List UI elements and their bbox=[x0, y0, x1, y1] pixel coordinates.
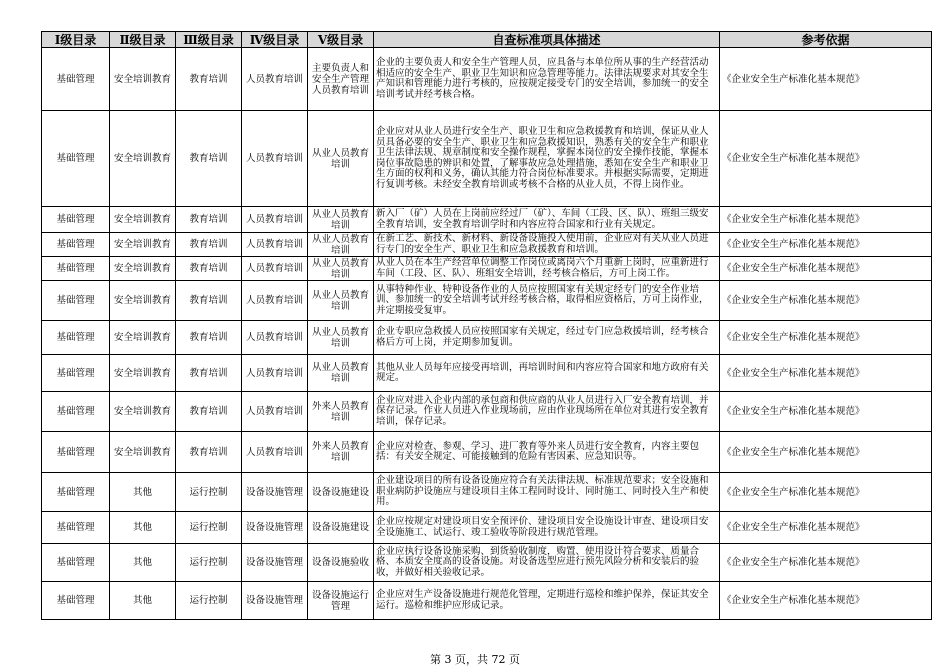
table-row bbox=[42, 355, 932, 392]
cell-level3: 教育培训 bbox=[176, 392, 242, 432]
cell-level2: 安全培训教育 bbox=[110, 111, 176, 207]
cell-description: 企业应按规定对建设项目安全预评价、建设项目安全设施设计审查、建设项目安全设施施工、试运行、竣工验收等阶段进行规范管理。 bbox=[374, 512, 720, 544]
cell-level3: 教育培训 bbox=[176, 207, 242, 233]
cell-level4: 人员教育培训 bbox=[242, 48, 308, 111]
cell-level1: 基础管理 bbox=[42, 48, 110, 111]
cell-description: 从业人员在本生产经营单位调整工作岗位或离岗六个月重新上岗时，应重新进行车间（工段、区、队）、班组安全培训，经考核合格后，方可上岗工作。 bbox=[374, 257, 720, 281]
cell-reference: 《企业安全生产标准化基本规范》 bbox=[720, 432, 932, 473]
cell-description: 企业应对检查、参观、学习、进厂教育等外来人员进行安全教育，内容主要包括：有关安全规定、可能接触到的危险有害因素、应急知识等。 bbox=[374, 432, 720, 473]
cell-reference: 《企业安全生产标准化基本规范》 bbox=[720, 582, 932, 620]
cell-reference: 《企业安全生产标准化基本规范》 bbox=[720, 355, 932, 392]
cell-level5: 从业人员教育培训 bbox=[308, 111, 374, 207]
cell-reference: 《企业安全生产标准化基本规范》 bbox=[720, 111, 932, 207]
table-row bbox=[42, 392, 932, 432]
cell-level3: 运行控制 bbox=[176, 582, 242, 620]
cell-level1: 基础管理 bbox=[42, 281, 110, 321]
header-description: 自查标准项具体描述 bbox=[374, 32, 720, 48]
cell-level4: 人员教育培训 bbox=[242, 281, 308, 321]
cell-level1: 基础管理 bbox=[42, 207, 110, 233]
cell-level4: 人员教育培训 bbox=[242, 432, 308, 473]
table-row bbox=[42, 111, 932, 207]
table-row bbox=[42, 473, 932, 512]
cell-level5: 设备设施运行管理 bbox=[308, 582, 374, 620]
cell-level3: 教育培训 bbox=[176, 281, 242, 321]
table-row bbox=[42, 512, 932, 544]
cell-level3: 教育培训 bbox=[176, 321, 242, 355]
cell-level3: 教育培训 bbox=[176, 257, 242, 281]
cell-level2: 安全培训教育 bbox=[110, 355, 176, 392]
table-row bbox=[42, 48, 932, 111]
cell-level5: 设备设施验收 bbox=[308, 544, 374, 582]
cell-level1: 基础管理 bbox=[42, 432, 110, 473]
cell-level4: 人员教育培训 bbox=[242, 233, 308, 257]
header-level2: Ⅱ级目录 bbox=[110, 32, 176, 48]
cell-level1: 基础管理 bbox=[42, 392, 110, 432]
cell-reference: 《企业安全生产标准化基本规范》 bbox=[720, 257, 932, 281]
table-row bbox=[42, 432, 932, 473]
header-reference: 参考依据 bbox=[720, 32, 932, 48]
cell-level4: 人员教育培训 bbox=[242, 355, 308, 392]
header-level5: Ⅴ级目录 bbox=[308, 32, 374, 48]
cell-level1: 基础管理 bbox=[42, 582, 110, 620]
cell-description: 企业应对从业人员进行安全生产、职业卫生和应急救援教育和培训，保证从业人员具备必要的安全生产、职业卫生和应急救援知识，熟悉有关的安全生产和职业卫生法律法规、规章制度和安全操作规程，掌握本岗位的安全操作技能，掌握本岗位事故隐患的辨识和处置，了解事故应急处理措施，悉知在安全生产和职业卫生方面的权利和义务，确认其能力符合岗位标准要求。并根据实际需要，定期进行复训考核。未经安全教育培训或考核不合格的从业人员，不得上岗作业。 bbox=[374, 111, 720, 207]
cell-description: 新入厂（矿）人员在上岗前应经过厂（矿）、车间（工段、区、队）、班组三级安全教育培训，安全教育培训学时和内容应符合国家和行业有关规定。 bbox=[374, 207, 720, 233]
cell-level4: 人员教育培训 bbox=[242, 111, 308, 207]
cell-description: 其他从业人员每年应接受再培训，再培训时间和内容应符合国家和地方政府有关规定。 bbox=[374, 355, 720, 392]
page-number: 第 3 页，共 72 页 bbox=[430, 653, 520, 666]
cell-level4: 人员教育培训 bbox=[242, 321, 308, 355]
cell-reference: 《企业安全生产标准化基本规范》 bbox=[720, 48, 932, 111]
cell-description: 企业专职应急救援人员应按照国家有关规定，经过专门应急救援培训，经考核合格后方可上岗，并定期参加复训。 bbox=[374, 321, 720, 355]
cell-level3: 教育培训 bbox=[176, 111, 242, 207]
cell-reference: 《企业安全生产标准化基本规范》 bbox=[720, 281, 932, 321]
cell-level4: 设备设施管理 bbox=[242, 544, 308, 582]
table-row bbox=[42, 544, 932, 582]
cell-level2: 其他 bbox=[110, 473, 176, 512]
table-row bbox=[42, 582, 932, 620]
cell-level5: 设备设施建设 bbox=[308, 512, 374, 544]
cell-level4: 人员教育培训 bbox=[242, 207, 308, 233]
cell-level1: 基础管理 bbox=[42, 512, 110, 544]
cell-level3: 教育培训 bbox=[176, 355, 242, 392]
cell-description: 企业应执行设备设施采购、到货验收制度，购置、使用设计符合要求、质量合格、本质安全度高的设备设施。对设备选型应进行预先风险分析和安装后的验收，并做好相关验收记录。 bbox=[374, 544, 720, 582]
header-row bbox=[42, 32, 932, 48]
cell-description: 在新工艺、新技术、新材料、新设备设施投入使用前，企业应对有关从业人员进行专门的安全生产、职业卫生和应急救援教育和培训。 bbox=[374, 233, 720, 257]
cell-level5: 主要负责人和安全生产管理人员教育培训 bbox=[308, 48, 374, 111]
cell-level1: 基础管理 bbox=[42, 111, 110, 207]
table-row bbox=[42, 233, 932, 257]
header-level3: Ⅲ级目录 bbox=[176, 32, 242, 48]
cell-level4: 设备设施管理 bbox=[242, 512, 308, 544]
cell-description: 从事特种作业、特种设备作业的人员应按照国家有关规定经专门的安全作业培训、参加统一的安全培训考试并经考核合格，取得相应资格后，方可上岗作业，并定期接受复审。 bbox=[374, 281, 720, 321]
cell-level3: 教育培训 bbox=[176, 432, 242, 473]
cell-level2: 安全培训教育 bbox=[110, 392, 176, 432]
cell-level2: 安全培训教育 bbox=[110, 233, 176, 257]
table-row bbox=[42, 257, 932, 281]
cell-reference: 《企业安全生产标准化基本规范》 bbox=[720, 473, 932, 512]
cell-level1: 基础管理 bbox=[42, 473, 110, 512]
cell-level2: 安全培训教育 bbox=[110, 257, 176, 281]
cell-level4: 设备设施管理 bbox=[242, 582, 308, 620]
cell-reference: 《企业安全生产标准化基本规范》 bbox=[720, 544, 932, 582]
cell-level4: 人员教育培训 bbox=[242, 257, 308, 281]
cell-level4: 人员教育培训 bbox=[242, 392, 308, 432]
cell-level2: 其他 bbox=[110, 582, 176, 620]
cell-level2: 安全培训教育 bbox=[110, 281, 176, 321]
cell-level2: 安全培训教育 bbox=[110, 207, 176, 233]
cell-level5: 从业人员教育培训 bbox=[308, 321, 374, 355]
cell-level5: 从业人员教育培训 bbox=[308, 257, 374, 281]
cell-level3: 运行控制 bbox=[176, 512, 242, 544]
cell-level1: 基础管理 bbox=[42, 257, 110, 281]
cell-level2: 其他 bbox=[110, 544, 176, 582]
table-row bbox=[42, 207, 932, 233]
cell-level5: 外来人员教育培训 bbox=[308, 392, 374, 432]
cell-level3: 教育培训 bbox=[176, 48, 242, 111]
cell-level3: 教育培训 bbox=[176, 233, 242, 257]
cell-description: 企业的主要负责人和安全生产管理人员，应具备与本单位所从事的生产经营活动相适应的安全生产、职业卫生知识和应急管理等能力。法律法规要求对其安全生产知识和管理能力进行考核的，应按规定接受专门的安全培训，参加统一的安全培训考试并经考核合格。 bbox=[374, 48, 720, 111]
cell-level4: 设备设施管理 bbox=[242, 473, 308, 512]
cell-level1: 基础管理 bbox=[42, 355, 110, 392]
cell-level2: 其他 bbox=[110, 512, 176, 544]
cell-level1: 基础管理 bbox=[42, 321, 110, 355]
cell-description: 企业建设项目的所有设备设施应符合有关法律法规、标准规范要求；安全设施和职业病防护设施应与建设项目主体工程同时设计、同时施工、同时投入生产和使用。 bbox=[374, 473, 720, 512]
cell-description: 企业应对进入企业内部的承包商和供应商的从业人员进行入厂安全教育培训，并保存记录。作业人员进入作业现场前，应由作业现场所在单位对其进行安全教育培训，保存记录。 bbox=[374, 392, 720, 432]
cell-level5: 外来人员教育培训 bbox=[308, 432, 374, 473]
cell-level5: 从业人员教育培训 bbox=[308, 355, 374, 392]
table-row bbox=[42, 321, 932, 355]
cell-level5: 从业人员教育培训 bbox=[308, 281, 374, 321]
cell-level2: 安全培训教育 bbox=[110, 48, 176, 111]
cell-level1: 基础管理 bbox=[42, 544, 110, 582]
cell-reference: 《企业安全生产标准化基本规范》 bbox=[720, 233, 932, 257]
cell-reference: 《企业安全生产标准化基本规范》 bbox=[720, 392, 932, 432]
cell-reference: 《企业安全生产标准化基本规范》 bbox=[720, 207, 932, 233]
cell-level5: 设备设施建设 bbox=[308, 473, 374, 512]
header-level1: Ⅰ级目录 bbox=[42, 32, 110, 48]
cell-reference: 《企业安全生产标准化基本规范》 bbox=[720, 512, 932, 544]
cell-level3: 运行控制 bbox=[176, 544, 242, 582]
cell-level1: 基础管理 bbox=[42, 233, 110, 257]
standards-table bbox=[41, 31, 932, 620]
cell-description: 企业应对生产设备设施进行规范化管理，定期进行巡检和维护保养，保证其安全运行。巡检和维护应形成记录。 bbox=[374, 582, 720, 620]
header-level4: Ⅳ级目录 bbox=[242, 32, 308, 48]
cell-level3: 运行控制 bbox=[176, 473, 242, 512]
cell-reference: 《企业安全生产标准化基本规范》 bbox=[720, 321, 932, 355]
table-row bbox=[42, 281, 932, 321]
cell-level2: 安全培训教育 bbox=[110, 432, 176, 473]
cell-level5: 从业人员教育培训 bbox=[308, 233, 374, 257]
cell-level2: 安全培训教育 bbox=[110, 321, 176, 355]
cell-level5: 从业人员教育培训 bbox=[308, 207, 374, 233]
